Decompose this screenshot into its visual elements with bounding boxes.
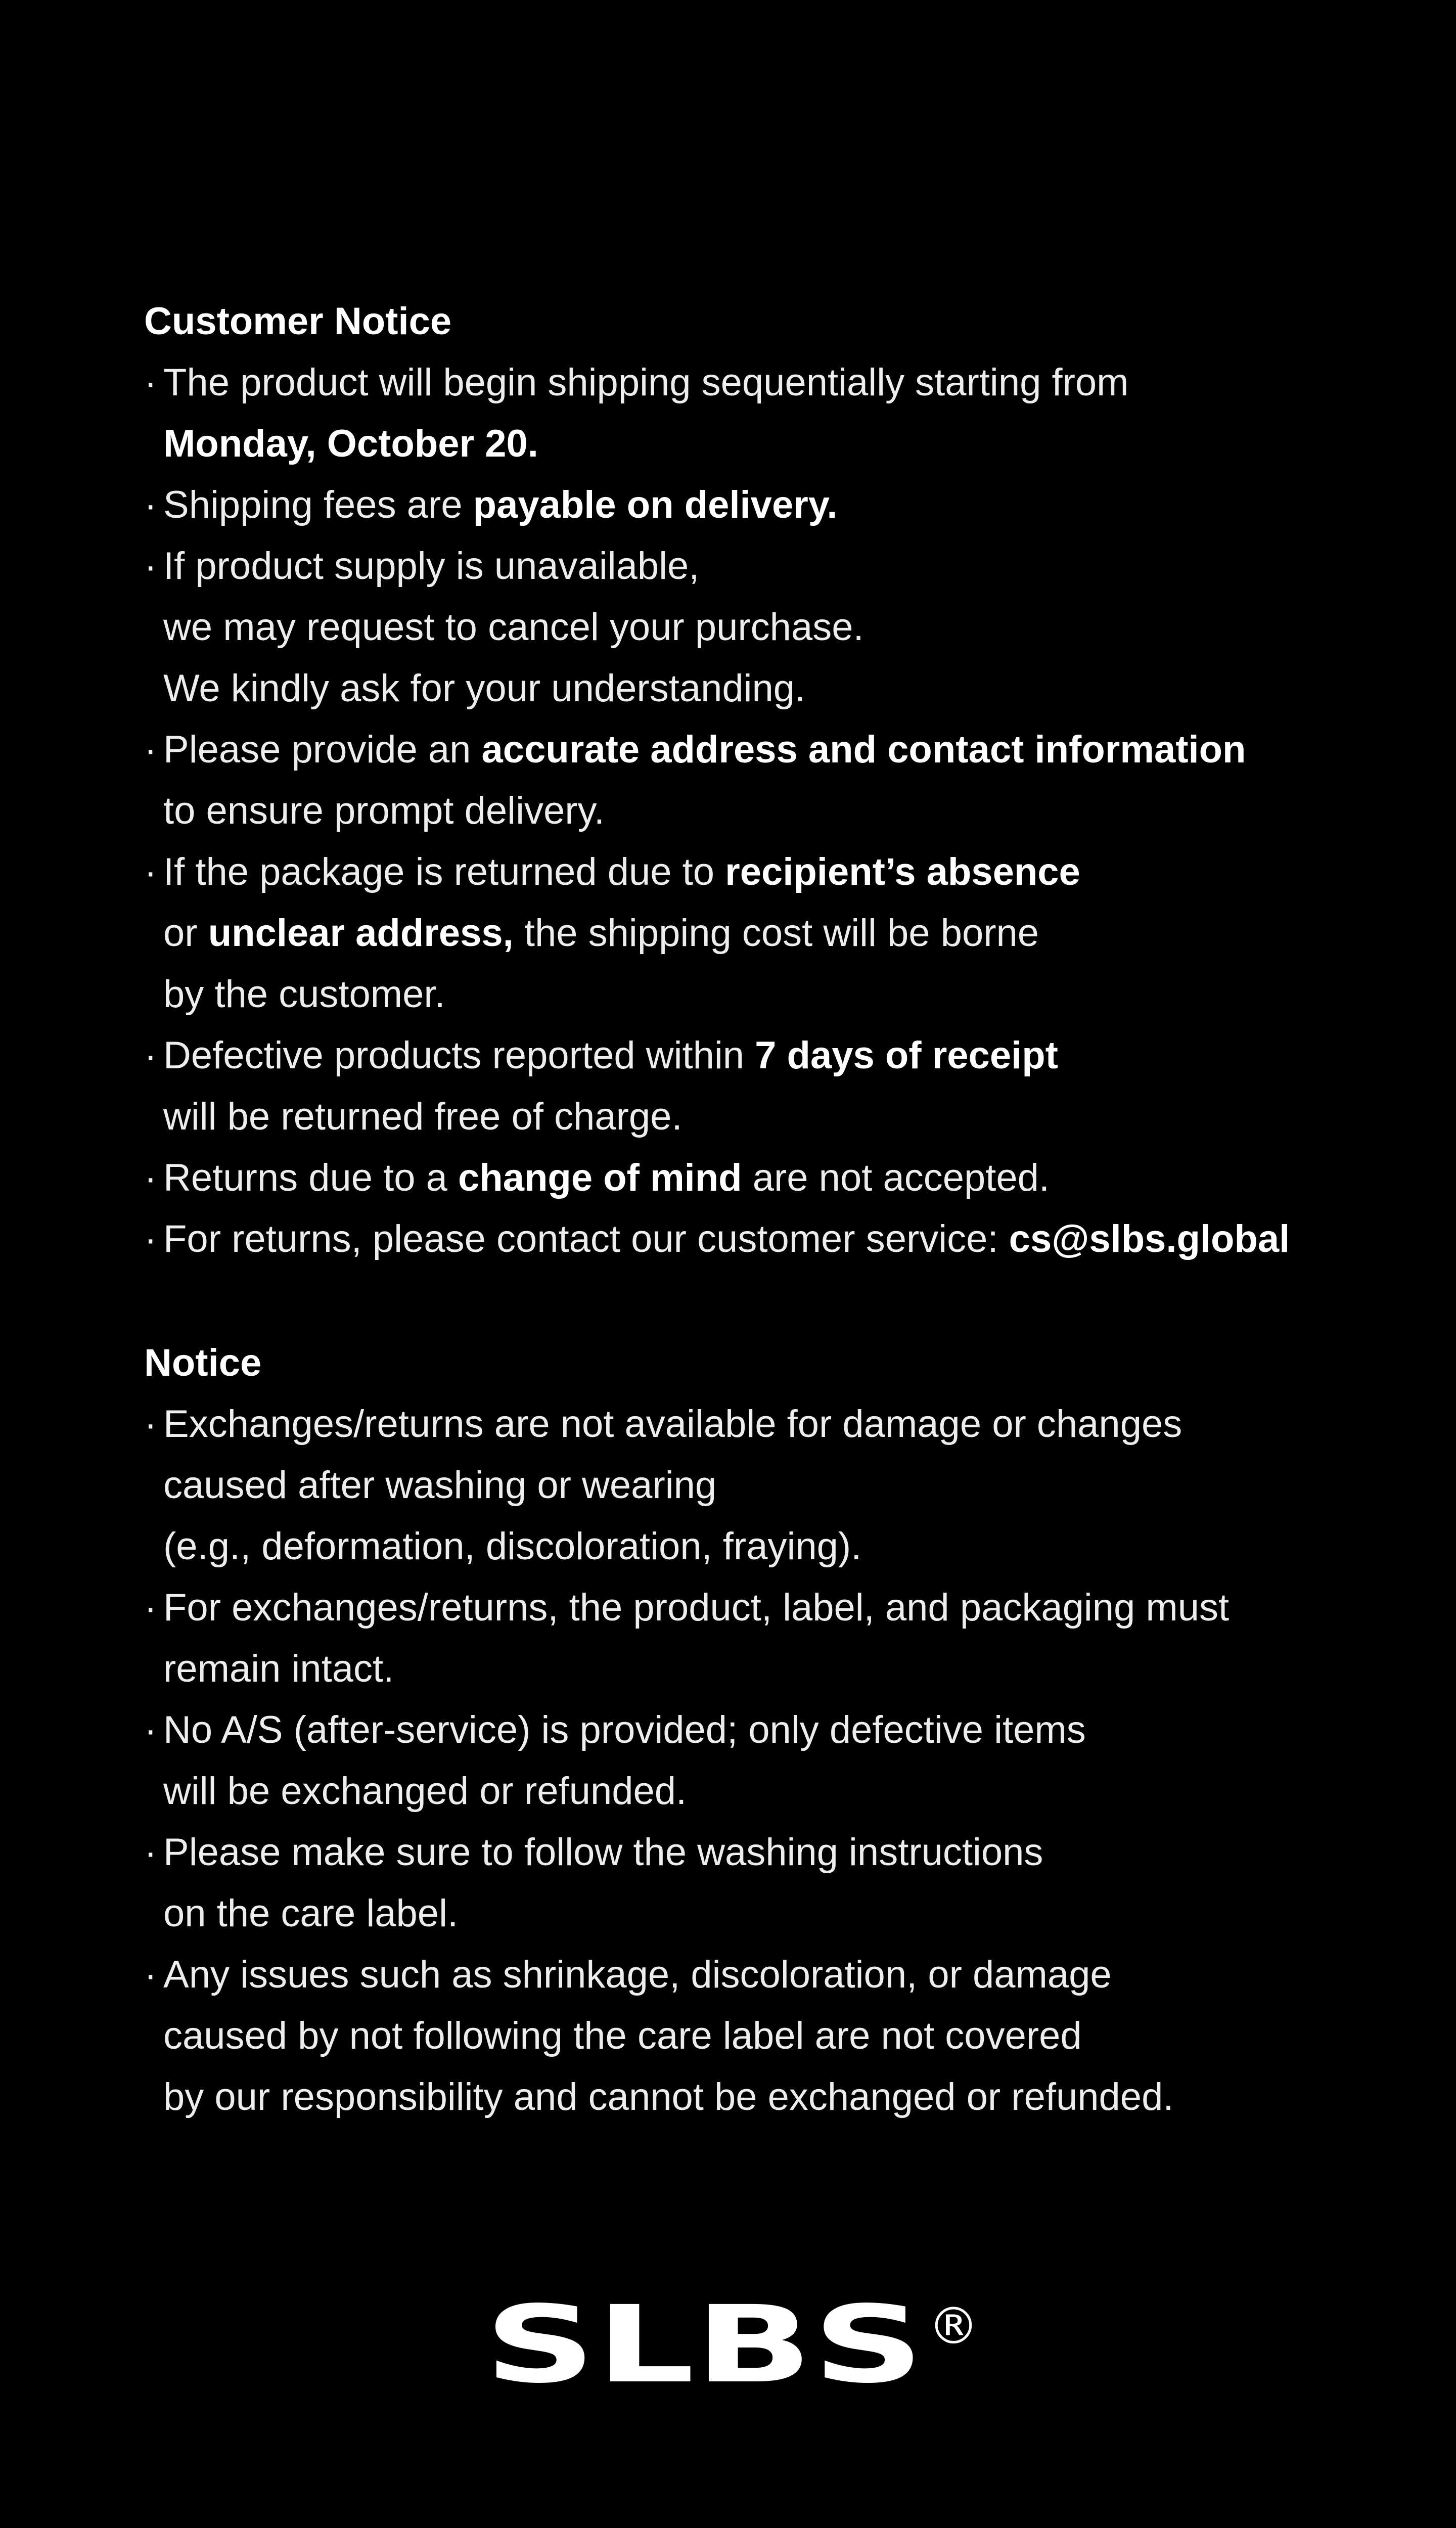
customer-notice-section — [144, 291, 1357, 1270]
bullet-dot: · — [144, 483, 157, 526]
text-line — [163, 964, 1357, 1025]
bullet-dot: · — [144, 361, 157, 404]
text-line — [163, 719, 1357, 780]
list-item — [144, 841, 1357, 1025]
list-item — [144, 352, 1357, 474]
text-line — [163, 2005, 1357, 2066]
emphasis-text: unclear address, — [208, 912, 514, 955]
text-line — [163, 902, 1357, 964]
text-line — [163, 1944, 1357, 2005]
notice-list — [144, 1393, 1357, 2128]
text-line — [163, 1147, 1357, 1208]
text-line — [163, 1516, 1357, 1577]
body-text: If product supply is unavailable, — [163, 545, 700, 588]
body-text: Exchanges/returns are not available for damage or changes — [163, 1403, 1182, 1446]
text-line — [163, 1822, 1357, 1883]
body-text: we may request to cancel your purchase. — [163, 606, 864, 649]
notice-section — [144, 1332, 1357, 2128]
logo-wordmark: SLBS — [484, 2283, 924, 2407]
body-text: caused after washing or wearing — [163, 1464, 717, 1507]
body-text: are not accepted. — [742, 1156, 1050, 1199]
text-line — [163, 2066, 1357, 2128]
customer-notice-title: Customer Notice — [144, 300, 452, 343]
body-text: on the care label. — [163, 1892, 459, 1935]
list-item — [144, 1822, 1357, 1944]
body-text: will be exchanged or refunded. — [163, 1770, 687, 1813]
body-text: The product will begin shipping sequentially starting from — [163, 361, 1129, 404]
emphasis-text: accurate address and contact information — [481, 728, 1246, 771]
emphasis-text: 7 days of receipt — [755, 1034, 1058, 1077]
emphasis-text: change of mind — [458, 1156, 742, 1199]
customer-notice-list — [144, 352, 1357, 1270]
body-text: Please provide an — [163, 728, 482, 771]
body-text: For exchanges/returns, the product, label, and packaging must — [163, 1586, 1230, 1629]
bullet-dot: · — [144, 1586, 157, 1629]
body-text: or — [163, 912, 208, 955]
text-line — [163, 1883, 1357, 1944]
body-text: Shipping fees are — [163, 483, 473, 526]
body-text: (e.g., deformation, discoloration, fraying). — [163, 1525, 862, 1568]
text-line — [163, 535, 1357, 597]
body-text: to ensure prompt delivery. — [163, 789, 605, 832]
text-line — [163, 597, 1357, 658]
text-line — [163, 1638, 1357, 1699]
body-text: the shipping cost will be borne — [513, 912, 1039, 955]
notice-title: Notice — [144, 1341, 262, 1384]
text-line — [163, 1025, 1357, 1086]
body-text: If the package is returned due to — [163, 850, 725, 893]
bullet-dot: · — [144, 1831, 157, 1874]
body-text: Returns due to a — [163, 1156, 459, 1199]
body-text: Please make sure to follow the washing instructions — [163, 1831, 1043, 1874]
list-item — [144, 1577, 1357, 1699]
body-text: Defective products reported within — [163, 1034, 755, 1077]
slbs-logo — [484, 2283, 979, 2407]
text-line — [163, 841, 1357, 902]
text-line — [163, 1393, 1357, 1455]
text-line — [163, 413, 1357, 474]
bullet-dot: · — [144, 728, 157, 771]
text-line — [163, 780, 1357, 841]
emphasis-text: recipient’s absence — [725, 850, 1080, 893]
text-line — [163, 1086, 1357, 1147]
text-line — [163, 1699, 1357, 1760]
list-item — [144, 719, 1357, 841]
text-line — [163, 1455, 1357, 1516]
bullet-dot: · — [144, 850, 157, 893]
emphasis-text: Monday, October 20. — [163, 422, 538, 465]
list-item — [144, 1393, 1357, 1577]
text-line — [163, 474, 1357, 535]
text-line — [163, 1760, 1357, 1822]
bullet-dot: · — [144, 1403, 157, 1446]
emphasis-text: payable on delivery. — [473, 483, 838, 526]
body-text: Any issues such as shrinkage, discoloration, or damage — [163, 1953, 1112, 1996]
text-line — [163, 1577, 1357, 1638]
bullet-dot: · — [144, 1034, 157, 1077]
list-item — [144, 1147, 1357, 1208]
text-line — [163, 352, 1357, 413]
body-text: For returns, please contact our customer service: — [163, 1217, 1009, 1260]
list-item — [144, 535, 1357, 719]
body-text: caused by not following the care label are not covered — [163, 2014, 1082, 2057]
list-item — [144, 1944, 1357, 2128]
bullet-dot: · — [144, 1708, 157, 1751]
emphasis-text: cs@slbs.global — [1009, 1217, 1290, 1260]
list-item — [144, 1699, 1357, 1822]
text-line — [163, 1208, 1357, 1270]
text-line — [163, 658, 1357, 719]
registered-mark: ® — [928, 2296, 979, 2356]
bullet-dot: · — [144, 1953, 157, 1996]
list-item — [144, 1208, 1357, 1270]
list-item — [144, 474, 1357, 535]
body-text: will be returned free of charge. — [163, 1095, 682, 1138]
body-text: by the customer. — [163, 973, 445, 1016]
bullet-dot: · — [144, 545, 157, 588]
body-text: No A/S (after-service) is provided; only defective items — [163, 1708, 1086, 1751]
bullet-dot: · — [144, 1217, 157, 1260]
body-text: remain intact. — [163, 1647, 394, 1690]
bullet-dot: · — [144, 1156, 157, 1199]
body-text: by our responsibility and cannot be exchanged or refunded. — [163, 2075, 1174, 2118]
body-text: We kindly ask for your understanding. — [163, 667, 806, 710]
list-item — [144, 1025, 1357, 1147]
